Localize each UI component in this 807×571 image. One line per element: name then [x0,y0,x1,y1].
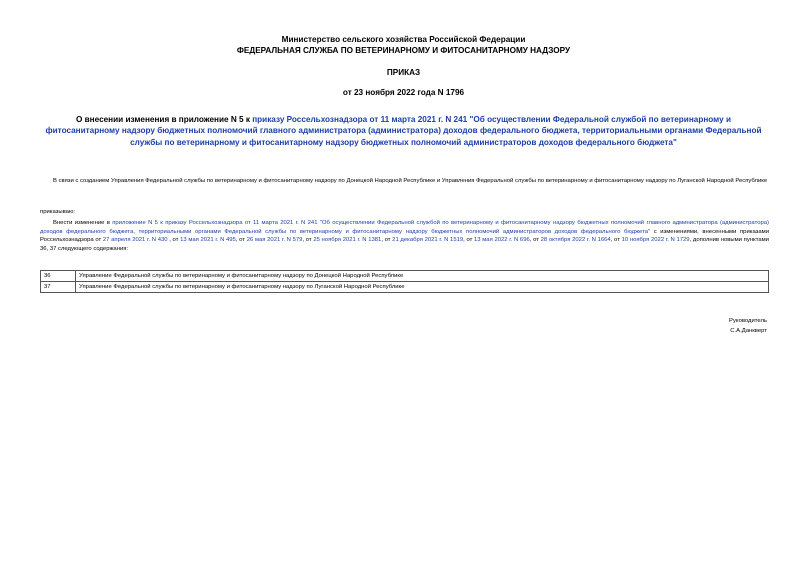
amendment-sep: , от [302,237,314,244]
item-number: 36 [41,271,76,282]
amendment-sep: , от [381,237,393,244]
amendment-sep: , от [463,237,475,244]
document-header [0,34,807,56]
intro-paragraph: В связи с созданием Управления Федеральной службы по ветеринарному и фитосанитарному надзору по Донецкой Народной Республике и Управления Федеральной службы по ветеринарному и фитосанитарному надзору по Луганской Народной Республике [53,178,768,184]
amendment-end: , дополнив новыми пунктами 36, 37 следующего содержания: [40,237,769,252]
amendment-link-2[interactable]: 13 мая 2021 г. N 495 [180,237,236,244]
amendment-link-7[interactable]: 28 октября 2022 г. N 1664 [540,237,611,244]
table-row [41,271,769,282]
appendix-link[interactable]: приложение N 5 к приказу Россельхознадзора от 11 марта 2021 г. N 241 "Об осуществлении Федеральной службой по ветеринарному и фитосанитарному надзору бюджетных полномочий главного администратора (администратора) доходов федерального бюджета, территориальными органами Федеральной службы по ветеринарному и фитосанитарному надзору бюджетных полномочий администраторов доходов федерального бюджета" [40,220,769,235]
amendment-link-4[interactable]: 25 ноября 2021 г. N 1381 [313,237,382,244]
amendment-sep: , от [529,237,541,244]
amendment-link-6[interactable]: 13 мая 2022 г. N 696 [474,237,530,244]
signature-block [729,316,767,336]
amendment-mid: с изменениями, внесенными приказами Россельхознадзора от [40,228,769,244]
subject-prefix: О внесении изменения в приложение N 5 к [76,115,253,124]
amendment-link-1[interactable]: 27 апреля 2021 г. N 430 [102,237,168,244]
amendment-link-3[interactable]: 26 мая 2021 г. N 579 [246,237,303,244]
amendment-paragraph [40,219,769,253]
signatory-name: С.А.Данкверт [730,328,767,334]
item-number: 37 [41,282,76,293]
service-name: ФЕДЕРАЛЬНАЯ СЛУЖБА ПО ВЕТЕРИНАРНОМУ И ФИТОСАНИТАРНОМУ НАДЗОРУ [236,46,571,55]
amendment-sep: , от [235,237,247,244]
new-items-table [40,270,769,293]
amendment-link-5[interactable]: 21 декабря 2021 г. N 1519 [392,237,464,244]
item-text: Управление Федеральной службы по ветеринарному и фитосанитарному надзору по Донецкой Народной Республике [76,271,769,282]
amendment-sep: , от [167,237,181,244]
order-date: от 23 ноября 2022 года N 1796 [342,88,465,97]
order-subject [40,114,767,148]
ministry-name: Министерство сельского хозяйства Российской Федерации [281,35,526,44]
table-row [41,282,769,293]
subject-order-link[interactable]: приказу Россельхознадзора от 11 марта 2021 г. N 241 "Об осуществлении Федеральной службой по ветеринарному и фитосанитарному надзору бюджетных полномочий главного администратора (администратора) доходов федерального бюджета, территориальными органами Федеральной службы по ветеринарному и фитосанитарному надзору бюджетных полномочий администраторов доходов федерального бюджета" [45,115,762,147]
signatory-position: Руководитель [729,318,767,324]
amendment-link-8[interactable]: 10 ноября 2022 г. N 1729 [621,237,690,244]
amendment-start: Внести изменение в [53,220,113,226]
amendment-sep: , от [610,237,622,244]
orders-word: приказываю: [40,209,76,215]
item-text: Управление Федеральной службы по ветеринарному и фитосанитарному надзору по Луганской Народной Республике [76,282,769,293]
order-title: ПРИКАЗ [386,68,421,77]
